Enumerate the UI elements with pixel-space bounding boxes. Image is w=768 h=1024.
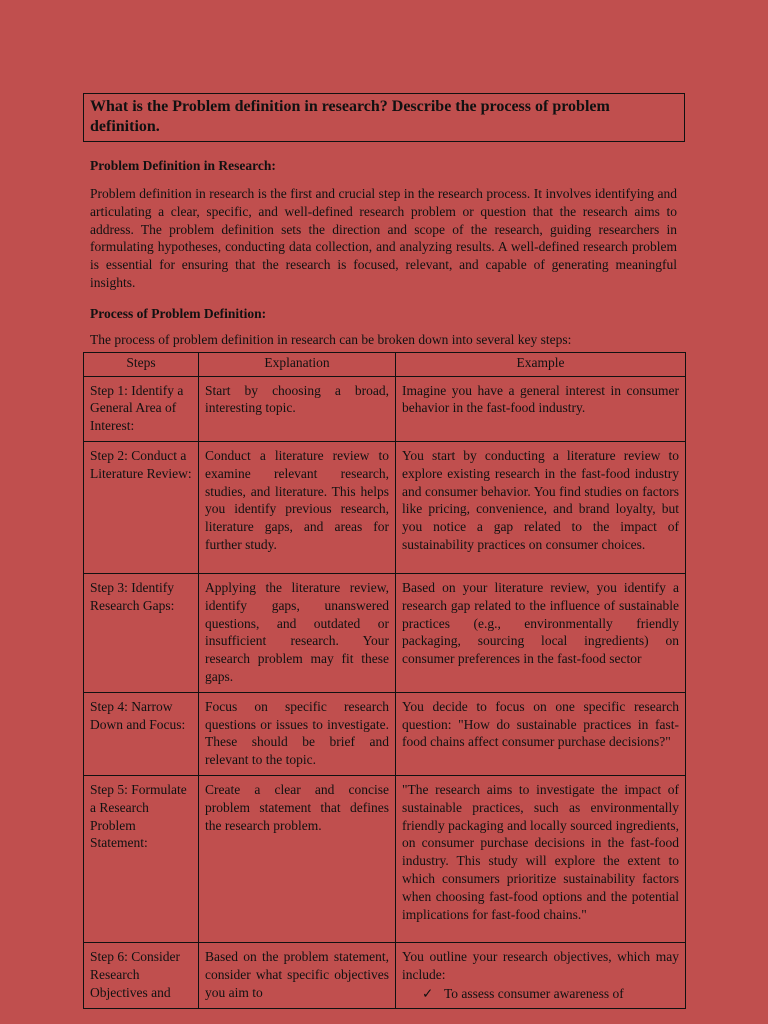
step-cell: Step 2: Conduct a Literature Review:: [84, 441, 199, 573]
definition-paragraph: Problem definition in research is the first and crucial step in the research process. It involves identifying and articulating a clear, specific, and well-defined research problem or question that the research aims to address. The problem definition sets the direction and scope of the research, guiding researchers in formulating hypotheses, conducting data collection, and analyzing results. A well-defined research problem is essential for ensuring that the research is focused, relevant, and capable of generating meaningful insights.: [90, 186, 677, 290]
header-example: Example: [396, 352, 686, 376]
explanation-cell: Applying the literature review, identify gaps, unanswered questions, and outdated or insufficient research. Your research problem may fit these gaps.: [199, 573, 396, 692]
example-cell: You decide to focus on one specific research question: "How do sustainable practices in fast-food chains affect consumer purchase decisions?": [396, 692, 686, 775]
explanation-cell: Focus on specific research questions or issues to investigate. These should be brief and relevant to the topic.: [199, 692, 396, 775]
table-row: [84, 775, 686, 942]
example-cell: Imagine you have a general interest in consumer behavior in the fast-food industry.: [396, 376, 686, 441]
objective-bullet-text: To assess consumer awareness of: [444, 985, 624, 1001]
explanation-cell: Start by choosing a broad, interesting topic.: [199, 376, 396, 441]
document-page: [83, 93, 685, 1009]
table-row: [84, 376, 686, 441]
step-cell: Step 6: Consider Research Objectives and: [84, 942, 199, 1008]
table-row: [84, 942, 686, 1008]
section-heading-definition: Problem Definition in Research:: [90, 158, 276, 173]
step-cell: Step 1: Identify a General Area of Interest:: [84, 376, 199, 441]
objective-bullet: [422, 985, 679, 1003]
step-cell: Step 4: Narrow Down and Focus:: [84, 692, 199, 775]
explanation-cell: Create a clear and concise problem statement that defines the research problem.: [199, 775, 396, 942]
process-table: [83, 352, 686, 1010]
example-cell: Based on your literature review, you identify a research gap related to the influence of sustainable practices (e.g., environmentally friendly packaging, sourcing local ingredients) on consumer preferences in the fast-food sector: [396, 573, 686, 692]
explanation-cell: Conduct a literature review to examine relevant research, studies, and literature. This helps you identify previous research, literature gaps, and areas for further study.: [199, 441, 396, 573]
step-cell: Step 5: Formulate a Research Problem Statement:: [84, 775, 199, 942]
header-explanation: Explanation: [199, 352, 396, 376]
explanation-cell: Based on the problem statement, consider what specific objectives you aim to: [199, 942, 396, 1008]
header-steps: Steps: [84, 352, 199, 376]
section-heading-process: Process of Problem Definition:: [90, 305, 267, 321]
table-row: [84, 692, 686, 775]
example-text: You outline your research objectives, which may include:: [402, 948, 679, 982]
checkmark-icon: ✓: [422, 985, 434, 1001]
process-intro: The process of problem definition in research can be broken down into several key steps:: [90, 331, 572, 347]
table-row: [84, 573, 686, 692]
table-row: [84, 441, 686, 573]
question-title: What is the Problem definition in research? Describe the process of problem definition.: [83, 93, 685, 142]
example-cell: [396, 942, 686, 1008]
table-header-row: [84, 352, 686, 376]
example-cell: You start by conducting a literature review to explore existing research in the fast-food industry and consumer behavior. You find studies on factors like pricing, convenience, and brand loyalty, but you notice a gap related to the impact of sustainability practices on consumer choices.: [396, 441, 686, 573]
step-cell: Step 3: Identify Research Gaps:: [84, 573, 199, 692]
example-cell: "The research aims to investigate the impact of sustainable practices, such as environmentally friendly packaging and locally sourced ingredients, on consumer purchase decisions in the fast-food industry. This study will explore the extent to which consumers prioritize sustainability factors when choosing fast-food options and the potential implications for fast-food chains.": [396, 775, 686, 942]
